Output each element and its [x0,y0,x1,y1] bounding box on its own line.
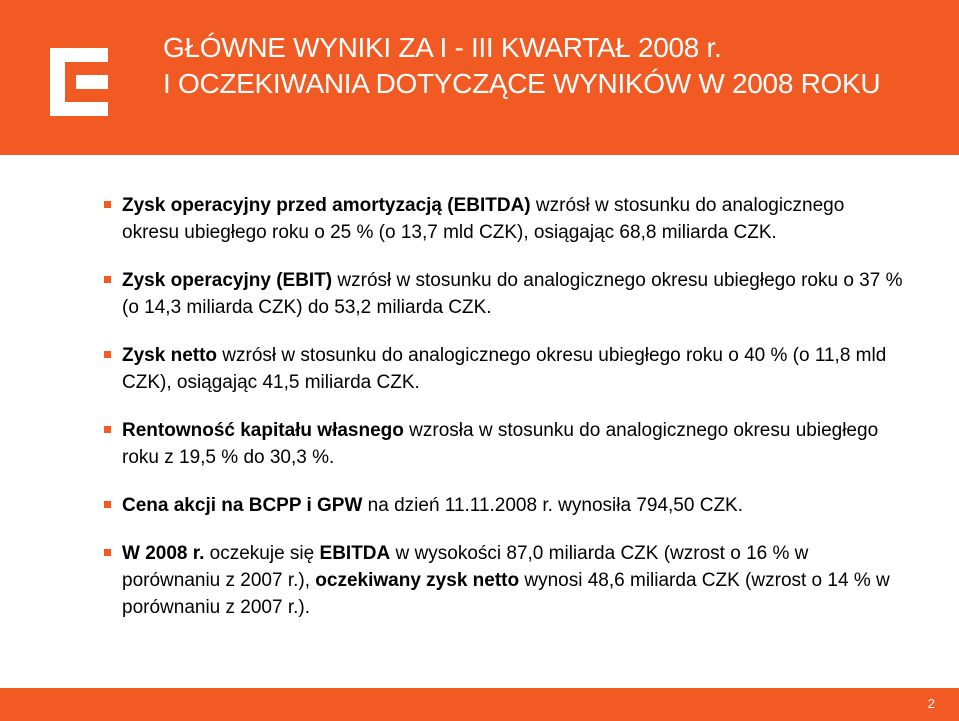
bullet-text-bold: oczekiwany zysk netto [315,570,520,591]
bullet-text: wzrósł w stosunku do analogicznego okresu ubiegłego roku o 40 % (o 11,8 mld CZK), osiągając 41,5 miliarda CZK. [122,345,887,393]
bullet-text-bold: Zysk netto [122,345,218,366]
bullet-text: wzrósł w stosunku do analogicznego okresu ubiegłego roku o 25 % (o 13,7 mld CZK), osiągając 68,8 miliarda CZK. [122,195,845,243]
bullet-item [104,540,904,621]
bullet-square-icon [104,501,111,508]
bullet-square-icon [104,276,111,283]
bullet-text: na dzień 11.11.2008 r. wynosiła 794,50 CZK. [362,495,743,516]
bullet-text-bold: Zysk operacyjny przed amortyzacją (EBITDA) [122,195,531,216]
bullet-square-icon [104,201,111,208]
slide-header [0,0,959,155]
bullet-square-icon [104,426,111,433]
bullet-text: oczekuje się [204,543,320,564]
bullet-item [104,342,904,396]
bullet-item [104,492,904,519]
bullet-list [104,192,904,642]
bullet-text-bold: Zysk operacyjny (EBIT) [122,270,333,291]
bullet-item [104,417,904,471]
bullet-square-icon [104,351,111,358]
bullet-text-bold: Cena akcji na BCPP i GPW [122,495,363,516]
bullet-text: wzrósł w stosunku do analogicznego okresu ubiegłego roku o 37 % (o 14,3 miliarda CZK) do 53,2 miliarda CZK. [122,270,903,318]
bullet-square-icon [104,549,111,556]
bullet-item [104,192,904,246]
bullet-text-bold: W 2008 r. [122,543,205,564]
cez-logo-shape [50,48,108,116]
bullet-item [104,267,904,321]
bullet-text-bold: Rentowność kapitału własnego [122,420,404,441]
footer-bar [0,688,959,721]
slide-title [163,30,880,102]
cez-logo-icon [50,48,108,116]
bullet-text: wynosi 48,6 miliarda CZK (wzrost o 14 % w porównaniu z 2007 r.). [122,570,890,618]
bullet-text: wzrosła w stosunku do analogicznego okresu ubiegłego roku z 19,5 % do 30,3 %. [122,420,879,468]
title-line-2: I OCZEKIWANIA DOTYCZĄCE WYNIKÓW W 2008 ROKU [163,68,881,99]
title-line-1: GŁÓWNE WYNIKI ZA I - III KWARTAŁ 2008 r. [163,32,722,63]
bullet-text-bold: EBITDA [319,543,391,564]
bullet-text: w wysokości 87,0 miliarda CZK (wzrost o 16 % w porównaniu z 2007 r.), [122,543,809,591]
page-number: 2 [927,696,935,711]
